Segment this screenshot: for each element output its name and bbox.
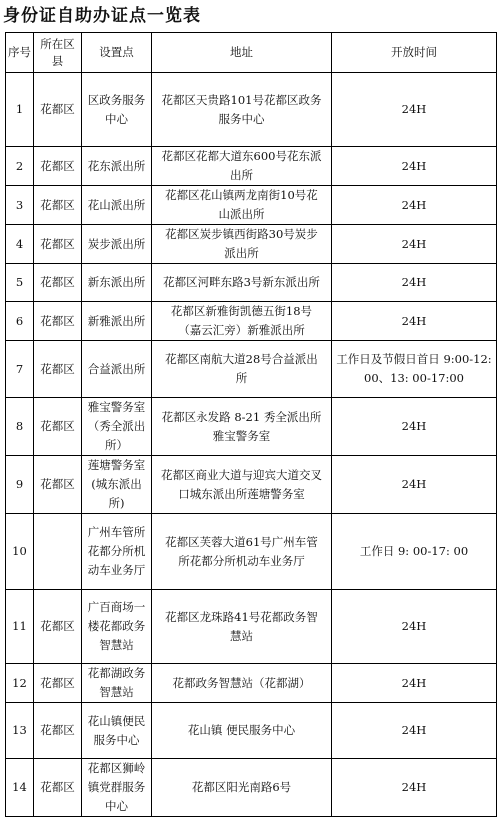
cell-no: 6 — [6, 302, 34, 341]
table-row — [6, 225, 497, 264]
cell-address: 花都政务智慧站（花都湖） — [152, 664, 332, 703]
cell-address: 花都区天贵路101号花都区政务服务中心 — [152, 73, 332, 147]
cell-district: 花都区 — [34, 341, 82, 398]
cell-hours: 24H — [332, 264, 497, 302]
cell-no: 4 — [6, 225, 34, 264]
cell-district: 花都区 — [34, 456, 82, 514]
table-row — [6, 398, 497, 456]
header-address: 地址 — [152, 33, 332, 73]
page-title: 身份证自助办证点一览表 — [3, 6, 201, 26]
cell-site: 莲塘警务室(城东派出所) — [82, 456, 152, 514]
cell-hours: 24H — [332, 456, 497, 514]
cell-district: 花都区 — [34, 759, 82, 817]
cell-site: 区政务服务中心 — [82, 73, 152, 147]
cell-hours: 24H — [332, 759, 497, 817]
cell-hours: 工作日 9: 00-17: 00 — [332, 514, 497, 590]
cell-district: 花都区 — [34, 302, 82, 341]
table-row — [6, 147, 497, 186]
cell-district: 花都区 — [34, 664, 82, 703]
table-row — [6, 73, 497, 147]
cell-hours: 24H — [332, 398, 497, 456]
cell-no: 1 — [6, 73, 34, 147]
cell-no: 14 — [6, 759, 34, 817]
cell-hours: 24H — [332, 147, 497, 186]
cell-no: 11 — [6, 590, 34, 664]
cell-site: 广百商场一楼花都政务智慧站 — [82, 590, 152, 664]
cell-district: 花都区 — [34, 225, 82, 264]
header-no: 序号 — [6, 33, 34, 73]
cell-address: 花都区商业大道与迎宾大道交叉口城东派出所莲塘警务室 — [152, 456, 332, 514]
cell-site: 合益派出所 — [82, 341, 152, 398]
cell-site: 花山派出所 — [82, 186, 152, 225]
cell-address: 花都区龙珠路41号花都政务智慧站 — [152, 590, 332, 664]
table-row — [6, 590, 497, 664]
cell-hours: 24H — [332, 186, 497, 225]
cell-no: 10 — [6, 514, 34, 590]
header-district: 所在区县 — [34, 33, 82, 73]
cell-site: 花都区狮岭镇党群服务中心 — [82, 759, 152, 817]
cell-hours: 24H — [332, 302, 497, 341]
cell-address: 花都区芙蓉大道61号广州车管所花都分所机动车业务厅 — [152, 514, 332, 590]
cell-no: 13 — [6, 703, 34, 759]
cell-district: 花都区 — [34, 264, 82, 302]
cell-hours: 24H — [332, 590, 497, 664]
table-row — [6, 341, 497, 398]
cell-site: 雅宝警务室（秀全派出所） — [82, 398, 152, 456]
cell-hours: 24H — [332, 703, 497, 759]
table-row — [6, 703, 497, 759]
cell-district: 花都区 — [34, 703, 82, 759]
cell-site: 新雅派出所 — [82, 302, 152, 341]
cell-no: 3 — [6, 186, 34, 225]
cell-address: 花都区阳光南路6号 — [152, 759, 332, 817]
header-hours: 开放时间 — [332, 33, 497, 73]
table-row — [6, 302, 497, 341]
cell-no: 8 — [6, 398, 34, 456]
cell-district: 花都区 — [34, 73, 82, 147]
table-row — [6, 264, 497, 302]
cell-hours: 24H — [332, 225, 497, 264]
cell-hours: 工作日及节假日首日 9:00-12: 00、13: 00-17:00 — [332, 341, 497, 398]
table-row — [6, 514, 497, 590]
table-row — [6, 186, 497, 225]
cell-address: 花都区新雅街凯德五街18号（嘉云汇旁）新雅派出所 — [152, 302, 332, 341]
cell-address: 花山镇 便民服务中心 — [152, 703, 332, 759]
cell-no: 9 — [6, 456, 34, 514]
table-row — [6, 664, 497, 703]
cell-hours: 24H — [332, 664, 497, 703]
cell-address: 花都区永发路 8-21 秀全派出所雅宝警务室 — [152, 398, 332, 456]
cell-address: 花都区炭步镇西街路30号炭步派出所 — [152, 225, 332, 264]
cell-address: 花都区花都大道东600号花东派出所 — [152, 147, 332, 186]
cell-site: 花都湖政务智慧站 — [82, 664, 152, 703]
cell-site: 广州车管所花都分所机动车业务厅 — [82, 514, 152, 590]
cell-no: 12 — [6, 664, 34, 703]
cell-address: 花都区花山镇两龙南街10号花山派出所 — [152, 186, 332, 225]
cell-district: 花都区 — [34, 186, 82, 225]
cell-site: 花东派出所 — [82, 147, 152, 186]
header-site: 设置点 — [82, 33, 152, 73]
cell-address: 花都区南航大道28号合益派出所 — [152, 341, 332, 398]
cell-district — [34, 514, 82, 590]
cell-district: 花都区 — [34, 398, 82, 456]
cell-district: 花都区 — [34, 590, 82, 664]
table-row — [6, 759, 497, 817]
cell-address: 花都区河畔东路3号新东派出所 — [152, 264, 332, 302]
cell-site: 炭步派出所 — [82, 225, 152, 264]
table-row — [6, 456, 497, 514]
service-point-table — [5, 32, 497, 817]
cell-district: 花都区 — [34, 147, 82, 186]
cell-no: 7 — [6, 341, 34, 398]
cell-no: 2 — [6, 147, 34, 186]
table-header-row — [6, 33, 497, 73]
cell-no: 5 — [6, 264, 34, 302]
cell-hours: 24H — [332, 73, 497, 147]
cell-site: 新东派出所 — [82, 264, 152, 302]
cell-site: 花山镇便民服务中心 — [82, 703, 152, 759]
